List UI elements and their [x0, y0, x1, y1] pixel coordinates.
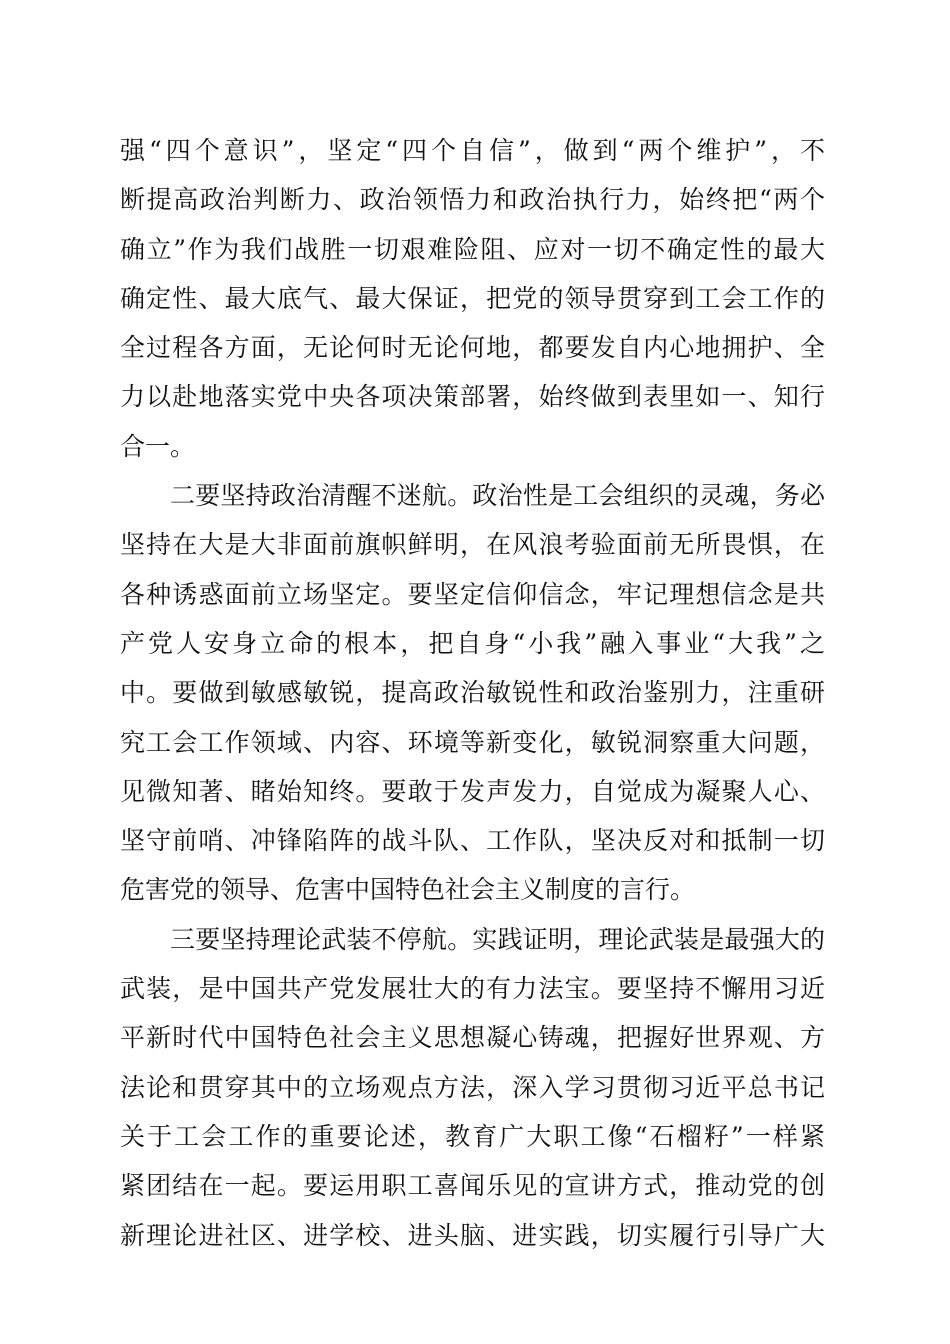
text-line: 法论和贯穿其中的立场观点方法，深入学习贯彻习近平总书记: [120, 1072, 825, 1102]
paragraph-1: [120, 126, 825, 471]
text-line: 三要坚持理论武装不停航。实践证明，理论武装是最强大的: [170, 924, 825, 954]
text-line: 关于工会工作的重要论述，教育广大职工像“石榴籽”一样紧: [120, 1121, 825, 1151]
text-line: 紧团结在一起。要运用职工喜闻乐见的宣讲方式，推动党的创: [120, 1171, 825, 1201]
document-body: [120, 126, 825, 1260]
text-line: 强“四个意识”，坚定“四个自信”，做到“两个维护”，不: [120, 136, 825, 165]
text-line: 中。要做到敏感敏锐，提高政治敏锐性和政治鉴别力，注重研: [120, 678, 825, 708]
text-line: 平新时代中国特色社会主义思想凝心铸魂，把握好世界观、方: [120, 1023, 825, 1053]
paragraph-2: [120, 471, 825, 915]
text-line: 新理论进社区、进学校、进头脑、进实践，切实履行引导广大: [120, 1220, 825, 1250]
text-line: 确立”作为我们战胜一切艰难险阻、应对一切不确定性的最大: [120, 234, 825, 264]
text-line: 力以赴地落实党中央各项决策部署，始终做到表里如一、知行: [120, 382, 825, 412]
text-line: 危害党的领导、危害中国特色社会主义制度的言行。: [120, 875, 696, 905]
text-line: 产党人安身立命的根本，把自身“小我”融入事业“大我”之: [120, 628, 825, 658]
text-line: 坚守前哨、冲锋陷阵的战斗队、工作队，坚决反对和抵制一切: [120, 826, 825, 856]
text-line: 各种诱惑面前立场坚定。要坚定信仰信念，牢记理想信念是共: [120, 579, 825, 609]
text-line: 全过程各方面，无论何时无论何地，都要发自内心地拥护、全: [120, 333, 825, 363]
text-line: 武装，是中国共产党发展壮大的有力法宝。要坚持不懈用习近: [120, 974, 825, 1004]
text-line: 究工会工作领域、内容、环境等新变化，敏锐洞察重大问题，: [120, 727, 825, 757]
text-line: 断提高政治判断力、政治领悟力和政治执行力，始终把“两个: [120, 185, 825, 215]
paragraph-3: [120, 915, 825, 1260]
text-line: 合一。: [120, 431, 196, 461]
text-line: 确定性、最大底气、最大保证，把党的领导贯穿到工会工作的: [120, 283, 825, 313]
text-line: 坚持在大是大非面前旗帜鲜明，在风浪考验面前无所畏惧，在: [120, 530, 825, 560]
text-line: 二要坚持政治清醒不迷航。政治性是工会组织的灵魂，务必: [170, 481, 825, 511]
text-line: 见微知著、睹始知终。要敢于发声发力，自觉成为凝聚人心、: [120, 776, 825, 806]
